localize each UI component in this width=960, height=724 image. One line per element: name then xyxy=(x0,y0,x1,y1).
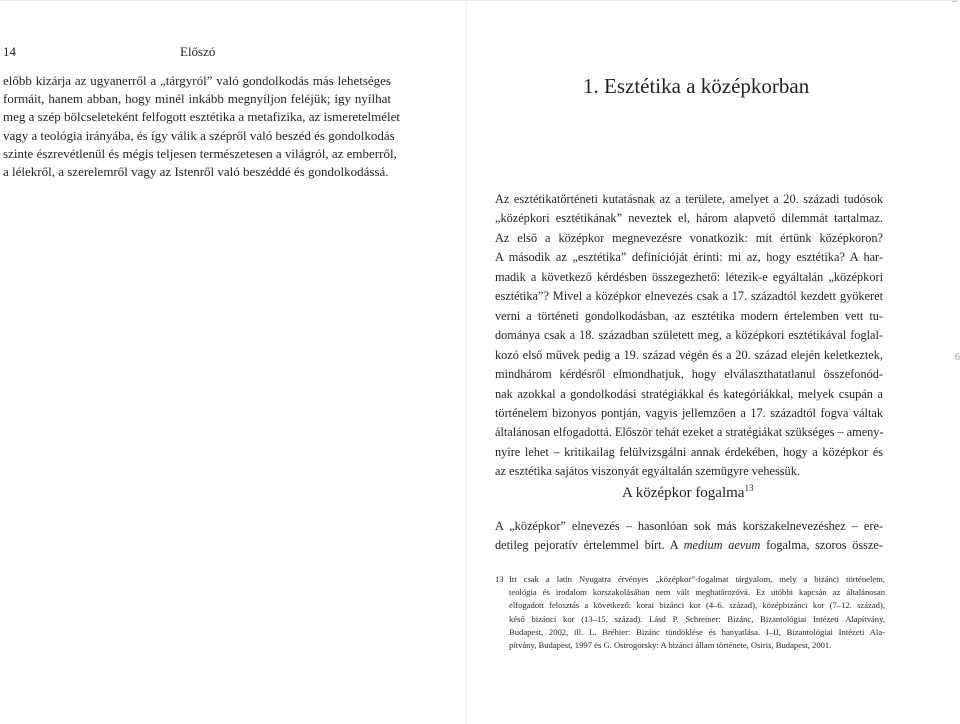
footnote-body xyxy=(509,573,885,652)
text-line xyxy=(495,536,883,555)
chapter-title: 1. Esztétika a középkorban xyxy=(583,74,810,98)
footnote-line: elfogadott felosztás a következő: korai bizánci kor (4–6. század), középbizánci kor (7–12. század), xyxy=(509,600,885,611)
section-heading xyxy=(622,483,753,502)
footnote-line: teológia és irodalom korszakolásában nem vált meghatározóvá. Ez utóbbi kapcsán az általánosan xyxy=(509,587,885,598)
text-line: szinte észrevétlenül és mégis teljesen természetesen a világról, az emberről, xyxy=(3,145,397,161)
footnote-number: 13 xyxy=(495,574,504,584)
footnote-line: késő bizánci kor (13–15. század). Lásd P. Schreiner: Bizánc, Bizantológiai Intézeti Alapítvány, xyxy=(509,613,885,624)
text-line: nyire lehet – kritikailag felülvizsgálni annak érdekében, hogy a középkor és xyxy=(495,444,883,459)
text-line: nak azokkal a gondolkodási stratégiákkal és kategóriákkal, melyek csupán a xyxy=(495,386,883,401)
text-line: esztétika”? Mivel a középkor elnevezés csak a 17. századtól kezdett gyökeret xyxy=(495,289,883,304)
intro-paragraph xyxy=(495,190,883,482)
footnote-line: pítvány, Budapest, 1997 és G. Ostrogorsky: A bizánci állam története, Osiris, Budapest, 2001. xyxy=(509,640,832,651)
text-line: meg a szép bölcseleteként felfogott esztétika a metafizika, az ismeretelmélet xyxy=(3,109,401,125)
page-number: 14 xyxy=(3,44,16,59)
text-line: dománya csak a 18. században született meg, a középkori esztétikával foglal- xyxy=(495,328,883,343)
text-line: az esztétika sajátos viszonyát egyáltalán szemügyre vehessük. xyxy=(495,464,800,479)
italic-term: medium aevum xyxy=(683,538,761,553)
left-page-paragraph xyxy=(3,72,401,181)
section-paragraph xyxy=(495,517,883,556)
text-line: Az első a középkor megnevezésre vonatkozik: mit értünk középkoron? xyxy=(495,230,883,245)
text-line: előbb kizárja az ugyanerről a „tárgyról” való gondolkodás más lehetséges xyxy=(3,73,391,88)
section-heading-text: A középkor fogalma xyxy=(622,485,745,501)
text-line: vagy a teológia irányába, és így válik a szépről való beszéd és gondolkodás xyxy=(3,127,395,143)
text-line: általánosan elfogadottá. Először tehát ezeket a stratégiákat szükséges – ameny- xyxy=(495,425,884,440)
text-line: történelem bizonyos pontján, vagyis jellemzően a 17. századtól fogva váltak xyxy=(495,405,883,420)
text-run: detileg pejoratív értelemmel bírt. A xyxy=(495,538,684,553)
text-line: formáit, hanem abban, hogy minél inkább megnyíljon feléjük; így nyílhat xyxy=(3,91,391,107)
crop-mark-right-edge: 6 xyxy=(955,352,960,363)
footnote-line: Itt csak a latin Nyugatra érvényes „középkor”-fogalmat tárgyalom, mely a bizánci történelem, xyxy=(509,574,885,584)
footnote-reference: 13 xyxy=(744,483,754,493)
text-line: a lélekről, a szerelemről vagy az Istenről való beszéddé és gondolkodássá. xyxy=(3,164,389,180)
text-line: A második az „esztétika” definícióját érinti: mi az, hogy esztétika? A har- xyxy=(495,250,883,265)
footnote-line: Budapest, 2002, ill. L. Bréhier: Bizánc tündöklése és hanyatlása. I–II, Bizantológiai Intézeti Ala- xyxy=(509,626,885,637)
text-line: kozó első művek pedig a 19. század végén és a 20. század elején keletkeztek, xyxy=(495,347,883,362)
text-line: mindhárom kérdésről elmondhatjuk, hogy elválaszthatatlanul összefonód- xyxy=(495,367,883,382)
text-run: fogalma, szoros össze- xyxy=(760,538,883,553)
text-line: Az esztétikatörténeti kutatásnak az a területe, amelyet a 20. századi tudósok xyxy=(495,192,883,206)
running-title: Előszó xyxy=(180,44,216,59)
page-top-rule xyxy=(0,0,960,1)
text-line: verni a történeti gondolkodásban, az esztétika modern értelemben vett tu- xyxy=(495,308,883,323)
text-line: „középkori esztétikának” neveztek el, három alapvető dilemmát tartalmaz. xyxy=(495,211,883,226)
crop-mark-top-right: – xyxy=(952,0,957,7)
text-line: madik a következő kérdésben összegezhető: létezik-e egyáltalán „középkori xyxy=(495,269,883,284)
text-line: A „középkor” elnevezés – hasonlóan sok más korszakelnevezéshez – ere- xyxy=(495,519,883,533)
page-spread-gutter xyxy=(466,0,467,724)
